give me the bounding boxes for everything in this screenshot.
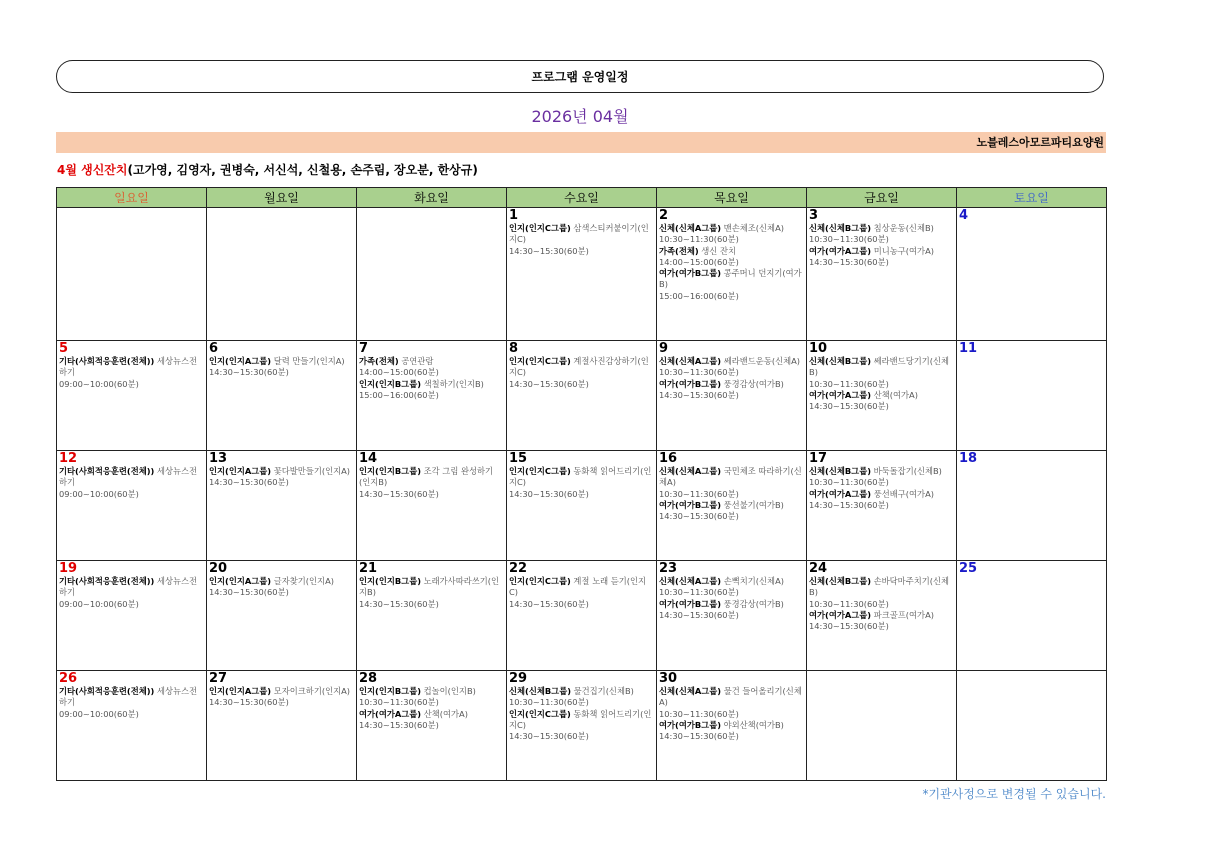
day-cell [657, 671, 807, 781]
program-event [509, 223, 654, 257]
program-event [59, 466, 204, 500]
program-event [659, 268, 804, 302]
day-number: 25 [959, 561, 978, 576]
program-time: 14:30~15:30(60분) [809, 401, 889, 412]
program-time: 10:30~11:30(60분) [809, 477, 889, 488]
program-time: 14:30~15:30(60분) [659, 511, 739, 522]
day-number: 4 [959, 208, 969, 223]
program-event [359, 379, 504, 402]
program-event [809, 576, 954, 610]
day-cell [807, 561, 957, 671]
program-time: 14:30~15:30(60분) [209, 367, 289, 378]
program-event [359, 576, 504, 610]
program-name: 물건 들어올리기(신체A) [659, 686, 802, 708]
program-event [509, 356, 654, 390]
footer-note: *기관사정으로 변경될 수 있습니다. [922, 787, 1106, 801]
program-event [659, 223, 804, 246]
day-number: 27 [209, 671, 228, 686]
program-time: 10:30~11:30(60분) [659, 587, 739, 598]
day-cell [357, 671, 507, 781]
program-event [359, 356, 504, 379]
day-cell [807, 208, 957, 341]
day-cell [507, 561, 657, 671]
program-time: 14:30~15:30(60분) [509, 378, 589, 389]
program-category: 인지(인지C그룹) [509, 356, 571, 366]
program-time: 09:00~10:00(60분) [59, 378, 139, 389]
program-time: 15:00~16:00(60분) [359, 389, 439, 400]
day-cell [57, 671, 207, 781]
program-name: 꽃다발만들기(인지A) [273, 466, 351, 476]
day-cell [357, 341, 507, 451]
program-category: 신체(신체A그룹) [659, 356, 722, 366]
weekday-header: 화요일 [357, 188, 507, 208]
program-name: 풍경감상(여가B) [723, 598, 784, 609]
program-category: 여가(여가A그룹) [809, 245, 872, 256]
week-row [57, 341, 1107, 451]
day-number: 8 [509, 341, 519, 356]
program-category: 여가(여가B그룹) [659, 268, 721, 279]
program-category: 기타(사회적응훈련(전체)) [59, 576, 155, 586]
day-cell [357, 208, 507, 341]
program-event [359, 466, 504, 500]
day-number: 20 [209, 561, 228, 576]
program-name: 동화책 읽어드리기(인지C) [509, 708, 652, 730]
program-category: 인지(인지B그룹) [359, 378, 421, 389]
program-name: 쎄라밴드운동(신체A) [723, 356, 801, 366]
program-name: 공연관람 [401, 356, 434, 366]
day-number: 22 [509, 561, 528, 576]
program-event [659, 500, 804, 523]
day-number: 28 [359, 671, 378, 686]
program-category: 여가(여가A그룹) [809, 488, 872, 499]
organization-name: 노블레스아모르파티요양원 [976, 136, 1104, 149]
weekday-header: 월요일 [207, 188, 357, 208]
program-name: 맨손체조(신체A) [723, 223, 784, 233]
program-category: 인지(인지A그룹) [209, 576, 272, 586]
weekday-header: 일요일 [57, 188, 207, 208]
day-number: 3 [809, 208, 819, 223]
program-event [59, 686, 204, 720]
week-row [57, 671, 1107, 781]
program-category: 가족(전체) [359, 356, 399, 366]
day-cell [507, 671, 657, 781]
day-number: 5 [59, 341, 69, 356]
program-name: 손뼉치기(신체A) [723, 576, 784, 586]
program-time: 14:30~15:30(60분) [359, 719, 439, 730]
day-number: 24 [809, 561, 828, 576]
program-event [809, 390, 954, 413]
program-name: 풍경감상(여가B) [723, 378, 784, 389]
program-category: 여가(여가A그룹) [359, 708, 422, 719]
program-name: 세상뉴스전하기 [59, 356, 198, 378]
program-event [209, 686, 354, 709]
program-time: 14:30~15:30(60분) [359, 598, 439, 609]
day-cell [357, 451, 507, 561]
program-event [509, 466, 654, 500]
week-row [57, 208, 1107, 341]
program-category: 신체(신체A그룹) [659, 223, 722, 233]
program-name: 파크골프(여가A) [873, 609, 934, 620]
program-time: 14:30~15:30(60분) [809, 621, 889, 632]
program-name: 노래가사따라쓰기(인지B) [359, 576, 500, 598]
day-cell [507, 208, 657, 341]
program-event [809, 356, 954, 390]
program-category: 인지(인지C그룹) [509, 576, 571, 586]
program-time: 14:30~15:30(60분) [659, 389, 739, 400]
program-time: 10:30~11:30(60분) [509, 697, 589, 708]
program-event [359, 709, 504, 732]
program-time: 14:30~15:30(60분) [209, 587, 289, 598]
program-event [59, 356, 204, 390]
day-number: 6 [209, 341, 219, 356]
day-cell [57, 451, 207, 561]
program-category: 기타(사회적응훈련(전체)) [59, 686, 155, 696]
day-cell [207, 671, 357, 781]
birthday-label: 4월 생신잔치 [57, 163, 128, 177]
program-name: 컵놀이(인지B) [423, 686, 476, 696]
program-category: 기타(사회적응훈련(전체)) [59, 466, 155, 476]
day-number: 1 [509, 208, 519, 223]
program-category: 신체(신체A그룹) [659, 466, 722, 476]
program-time: 14:30~15:30(60분) [509, 488, 589, 499]
day-number: 13 [209, 451, 228, 466]
program-category: 인지(인지C그룹) [509, 466, 571, 476]
day-cell [957, 208, 1107, 341]
day-number: 18 [959, 451, 978, 466]
program-time: 14:30~15:30(60분) [509, 731, 589, 742]
program-category: 인지(인지C그룹) [509, 708, 571, 719]
page-title: 프로그램 운영일정 [531, 70, 629, 84]
program-event [809, 246, 954, 269]
program-category: 기타(사회적응훈련(전체)) [59, 356, 155, 366]
program-category: 인지(인지B그룹) [359, 576, 421, 586]
calendar-table [56, 187, 1107, 781]
program-name: 달력 만들기(인지A) [273, 356, 345, 366]
program-time: 10:30~11:30(60분) [659, 367, 739, 378]
program-time: 14:30~15:30(60분) [359, 488, 439, 499]
program-category: 신체(신체B그룹) [809, 466, 871, 476]
weekday-header: 토요일 [957, 188, 1107, 208]
program-event [209, 466, 354, 489]
program-event [659, 466, 804, 500]
day-cell [57, 208, 207, 341]
day-cell [657, 451, 807, 561]
program-category: 가족(전체) [659, 245, 699, 256]
program-time: 14:30~15:30(60분) [509, 245, 589, 256]
day-cell [507, 341, 657, 451]
day-number: 7 [359, 341, 369, 356]
day-number: 26 [59, 671, 78, 686]
day-cell [207, 451, 357, 561]
program-category: 인지(인지B그룹) [359, 466, 421, 476]
day-number: 19 [59, 561, 78, 576]
day-cell [657, 341, 807, 451]
program-category: 인지(인지B그룹) [359, 686, 421, 696]
program-name: 색칠하기(인지B) [423, 378, 484, 389]
program-event [659, 686, 804, 720]
program-time: 14:00~15:00(60분) [659, 256, 739, 267]
program-category: 인지(인지C그룹) [509, 223, 571, 233]
day-cell [957, 451, 1107, 561]
program-category: 신체(신체B그룹) [809, 356, 871, 366]
program-category: 인지(인지A그룹) [209, 686, 272, 696]
program-name: 동화책 읽어드리기(인지C) [509, 466, 652, 488]
program-event [659, 720, 804, 743]
day-number: 30 [659, 671, 678, 686]
week-row [57, 451, 1107, 561]
day-cell [657, 561, 807, 671]
day-cell [807, 451, 957, 561]
day-cell [207, 561, 357, 671]
program-name: 세상뉴스전하기 [59, 686, 198, 708]
program-event [209, 356, 354, 379]
day-number: 9 [659, 341, 669, 356]
program-time: 14:30~15:30(60분) [659, 609, 739, 620]
program-name: 풍선배구(여가A) [873, 488, 934, 499]
program-name: 글자찾기(인지A) [273, 576, 334, 586]
week-row [57, 561, 1107, 671]
program-name: 계절사진감상하기(인지C) [509, 356, 649, 378]
program-name: 삼색스티커붙이기(인지C) [509, 223, 649, 245]
program-event [809, 466, 954, 489]
program-category: 여가(여가B그룹) [659, 378, 721, 389]
program-time: 09:00~10:00(60분) [59, 598, 139, 609]
program-name: 바둑돌잡기(신체B) [873, 466, 942, 476]
program-time: 10:30~11:30(60분) [359, 697, 439, 708]
program-name: 국민체조 따라하기(신체A) [659, 466, 802, 488]
program-category: 신체(신체A그룹) [659, 686, 722, 696]
program-category: 여가(여가A그룹) [809, 389, 872, 400]
day-cell [807, 671, 957, 781]
program-name: 세상뉴스전하기 [59, 466, 198, 488]
program-time: 10:30~11:30(60분) [809, 378, 889, 389]
program-time: 15:00~16:00(60분) [659, 290, 739, 301]
program-category: 여가(여가B그룹) [659, 719, 721, 730]
program-name: 물건집기(신체B) [573, 686, 634, 696]
program-event [659, 379, 804, 402]
day-cell [807, 341, 957, 451]
program-time: 10:30~11:30(60분) [659, 488, 739, 499]
program-event [809, 610, 954, 633]
program-category: 신체(신체B그룹) [809, 223, 871, 233]
day-cell [957, 671, 1107, 781]
program-event [809, 489, 954, 512]
program-event [659, 356, 804, 379]
program-category: 신체(신체A그룹) [659, 576, 722, 586]
program-event [509, 576, 654, 610]
program-name: 모자이크하기(인지A) [273, 686, 351, 696]
day-cell [957, 561, 1107, 671]
day-number: 11 [959, 341, 978, 356]
program-category: 여가(여가A그룹) [809, 609, 872, 620]
day-cell [57, 341, 207, 451]
program-category: 인지(인지A그룹) [209, 356, 272, 366]
program-event [59, 576, 204, 610]
program-name: 쎄라밴드당기기(신체B) [809, 356, 950, 378]
program-time: 14:00~15:00(60분) [359, 367, 439, 378]
program-name: 침상운동(신체B) [873, 223, 934, 233]
day-number: 12 [59, 451, 78, 466]
weekday-header: 목요일 [657, 188, 807, 208]
weekday-header: 금요일 [807, 188, 957, 208]
program-event [509, 686, 654, 709]
program-category: 인지(인지A그룹) [209, 466, 272, 476]
program-category: 신체(신체B그룹) [809, 576, 871, 586]
program-event [809, 223, 954, 246]
program-name: 생신 잔치 [701, 245, 736, 256]
program-name: 미니농구(여가A) [873, 245, 934, 256]
program-time: 14:30~15:30(60분) [509, 598, 589, 609]
day-number: 23 [659, 561, 678, 576]
birthday-names: (고가영, 김영자, 권병숙, 서신석, 신철용, 손주림, 장오분, 한상규) [127, 163, 478, 177]
day-number: 2 [659, 208, 669, 223]
program-name: 조각 그림 완성하기(인지B) [359, 466, 494, 488]
program-category: 여가(여가B그룹) [659, 598, 721, 609]
day-number: 14 [359, 451, 378, 466]
program-time: 09:00~10:00(60분) [59, 708, 139, 719]
program-time: 14:30~15:30(60분) [209, 697, 289, 708]
program-time: 09:00~10:00(60분) [59, 488, 139, 499]
day-cell [207, 341, 357, 451]
day-cell [57, 561, 207, 671]
day-cell [207, 208, 357, 341]
program-name: 산책(여가A) [423, 708, 468, 719]
program-event [209, 576, 354, 599]
program-time: 10:30~11:30(60분) [809, 598, 889, 609]
program-name: 세상뉴스전하기 [59, 576, 198, 598]
program-event [359, 686, 504, 709]
day-number: 17 [809, 451, 828, 466]
program-name: 콩주머니 던지기(여가B) [659, 268, 802, 290]
program-time: 10:30~11:30(60분) [659, 708, 739, 719]
birthday-notice [57, 161, 478, 178]
day-cell [357, 561, 507, 671]
day-cell [657, 208, 807, 341]
program-time: 10:30~11:30(60분) [659, 234, 739, 245]
program-time: 14:30~15:30(60분) [809, 499, 889, 510]
program-name: 손바닥마주치기(신체B) [809, 576, 950, 598]
program-event [659, 599, 804, 622]
day-number: 10 [809, 341, 828, 356]
day-number: 16 [659, 451, 678, 466]
day-number: 29 [509, 671, 528, 686]
weekday-header: 수요일 [507, 188, 657, 208]
organization-bar [56, 132, 1106, 153]
program-event [659, 576, 804, 599]
page-title-box [56, 60, 1104, 93]
day-number: 21 [359, 561, 378, 576]
day-cell [957, 341, 1107, 451]
program-time: 14:30~15:30(60분) [659, 731, 739, 742]
weekday-header-row [57, 188, 1107, 208]
day-number: 15 [509, 451, 528, 466]
program-event [509, 709, 654, 743]
program-time: 10:30~11:30(60분) [809, 234, 889, 245]
month-title: 2026년 04월 [531, 107, 629, 126]
program-time: 14:30~15:30(60분) [809, 256, 889, 267]
program-name: 산책(여가A) [873, 389, 918, 400]
program-name: 계절 노래 듣기(인지C) [509, 576, 647, 598]
program-name: 야외산책(여가B) [723, 719, 784, 730]
program-time: 14:30~15:30(60분) [209, 477, 289, 488]
day-cell [507, 451, 657, 561]
program-event [659, 246, 804, 269]
program-name: 풍선불기(여가B) [723, 499, 784, 510]
program-category: 신체(신체B그룹) [509, 686, 571, 696]
program-category: 여가(여가B그룹) [659, 499, 721, 510]
